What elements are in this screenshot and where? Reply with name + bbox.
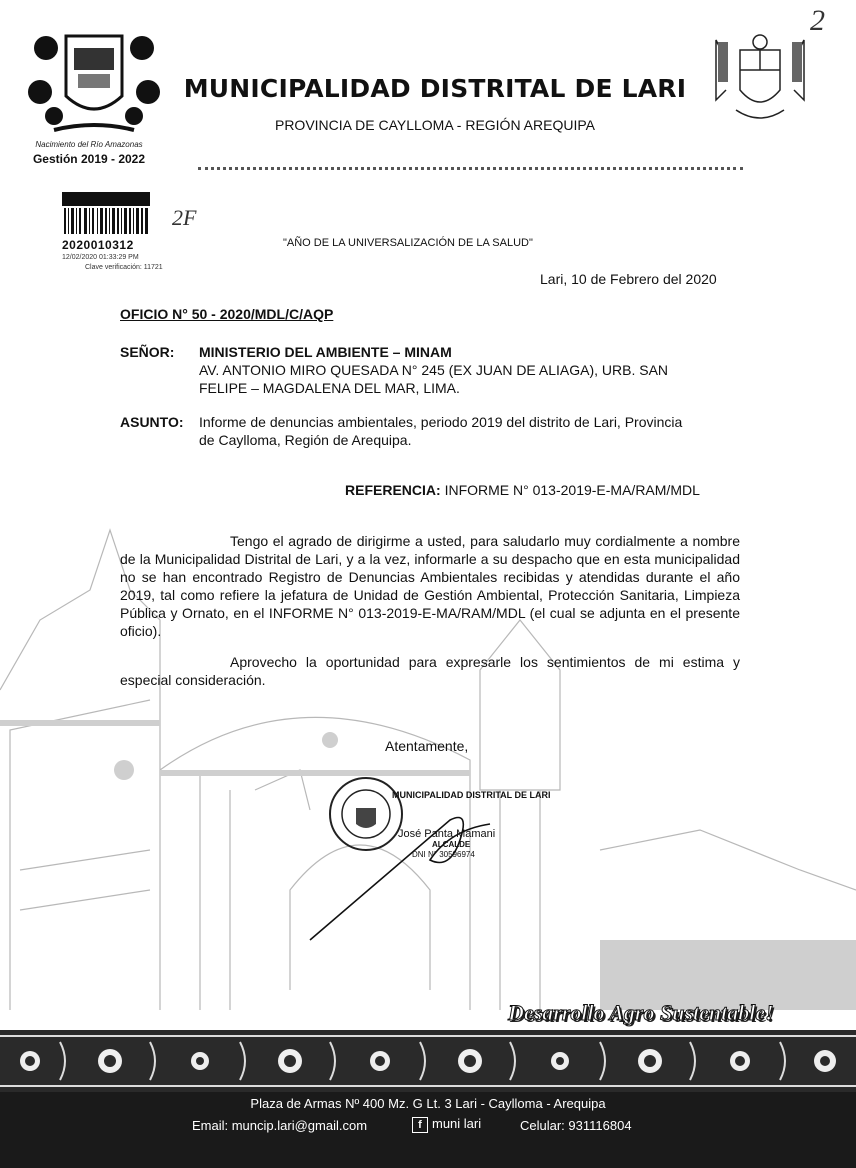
reference-line <box>345 482 700 498</box>
facebook-icon: f <box>412 1117 428 1133</box>
barcode-stamp <box>62 192 150 236</box>
page-title: MUNICIPALIDAD DISTRITAL DE LARI <box>183 74 687 103</box>
footer-phone: Celular: 931116804 <box>520 1118 632 1133</box>
seal-municipality-text: MUNICIPALIDAD DISTRITAL DE LARI <box>392 790 551 800</box>
footer-email: Email: muncip.lari@gmail.com <box>192 1118 368 1133</box>
closing: Atentamente, <box>385 738 469 754</box>
signer-dni: DNI N° 30596974 <box>412 850 475 859</box>
reference-value: INFORME N° 013-2019-E-MA/RAM/MDL <box>444 482 700 498</box>
registry-number: 2020010312 <box>62 238 134 252</box>
recipient-name: MINISTERIO DEL AMBIENTE – MINAM <box>199 344 452 360</box>
oficio-number: OFICIO N° 50 - 2020/MDL/C/AQP <box>120 306 334 322</box>
signer-role: ALCALDE <box>432 840 471 849</box>
municipal-coat-of-arms-logo <box>24 26 164 138</box>
handwritten-signature <box>300 800 510 950</box>
page-subtitle: PROVINCIA DE CAYLLOMA - REGIÓN AREQUIPA <box>274 117 595 133</box>
body-paragraph-1: Tengo el agrado de dirigirme a usted, para saludarlo muy cordialmente a nombre de la Municipalidad Distrital de Lari, y a la vez, informarle a su despacho que en esta municipalidad no se han encontrado Registro de Denuncias Ambientales recibidas y atendidas durante el año 2019, tal como refiere la jefatura de Unidad de Gestión Ambiental, Protección Sanitaria, Limpieza Pública y Ornato, en el INFORME N° 013-2019-E-MA/RAM/MDL (el cual se adjunta en el presente oficio). <box>120 533 740 639</box>
logo-tagline: Nacimiento del Río Amazonas <box>35 140 143 149</box>
subject-label: ASUNTO: <box>120 414 184 430</box>
letter-date: Lari, 10 de Febrero del 2020 <box>540 271 717 287</box>
signer-name: José Panta Mamani <box>398 828 496 840</box>
year-motto: "AÑO DE LA UNIVERSALIZACIÓN DE LA SALUD" <box>283 237 533 249</box>
registry-verification-key: Clave verificación: 11721 <box>85 264 163 271</box>
subject-line2: de Caylloma, Región de Arequipa. <box>199 432 412 448</box>
footer-facebook <box>412 1116 481 1133</box>
subject-line1: Informe de denuncias ambientales, periodo 2019 del distrito de Lari, Provincia <box>199 414 683 430</box>
recipient-address-line2: FELIPE – MAGDALENA DEL MAR, LIMA. <box>199 380 460 396</box>
handwritten-page-number: 2 <box>810 4 825 37</box>
registry-datetime: 12/02/2020 01:33:29 PM <box>62 254 139 261</box>
slogan: Desarrollo Agro Sustentable! <box>508 1000 774 1025</box>
footer-address: Plaza de Armas Nº 400 Mz. G Lt. 3 Lari - Caylloma - Arequipa <box>250 1096 606 1111</box>
decorative-textile-pattern <box>0 1030 856 1092</box>
gestion-period: Gestión 2019 - 2022 <box>32 152 146 166</box>
body-paragraph-2: Aprovecho la oportunidad para expresarle los sentimientos de mi estima y especial consideración. <box>120 654 740 688</box>
recipient-address-line1: AV. ANTONIO MIRO QUESADA N° 245 (EX JUAN DE ALIAGA), URB. SAN <box>199 362 669 378</box>
national-coat-of-arms <box>706 30 814 130</box>
recipient-label: SEÑOR: <box>120 344 175 360</box>
facebook-handle: muni lari <box>432 1116 482 1131</box>
header-divider <box>198 167 743 170</box>
reference-label: REFERENCIA: <box>345 482 441 498</box>
handwritten-annotation: 2F <box>172 205 197 230</box>
